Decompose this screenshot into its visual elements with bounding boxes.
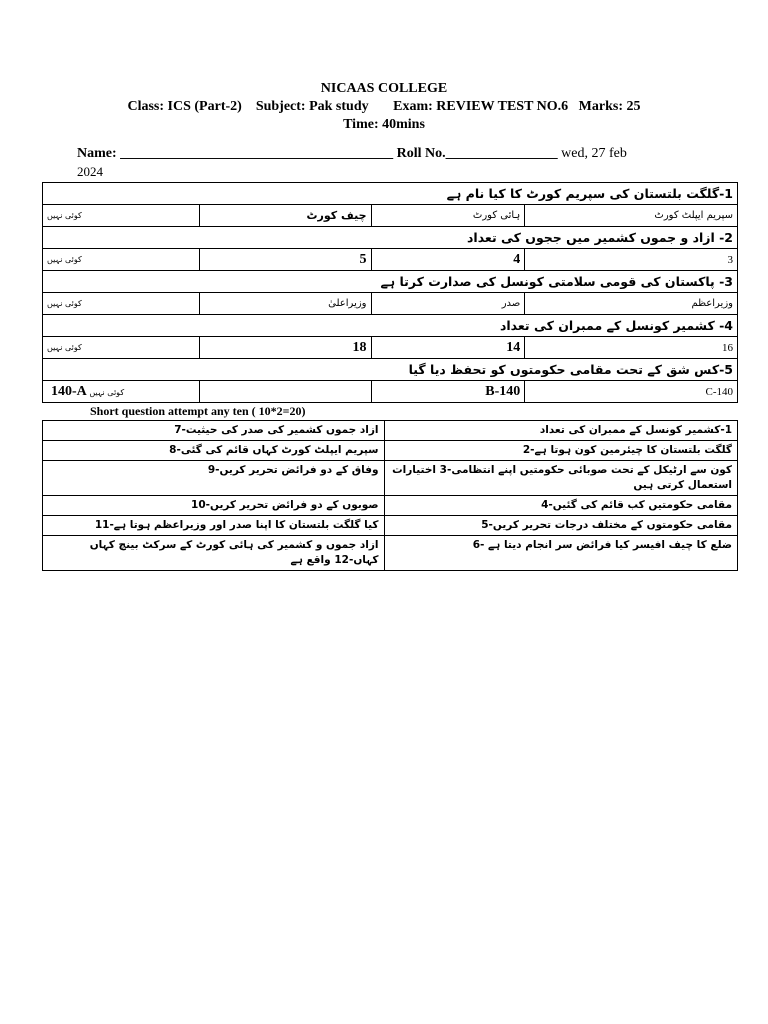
marks-label: Marks: 25	[578, 99, 641, 114]
mcq-option: 18	[199, 337, 371, 359]
short-question: ازاد جموں کشمیر کی صدر کی حیثیت-7	[43, 421, 385, 441]
name-label: Name: _______________________________________	[77, 146, 394, 161]
mcq-option: سپریم ایپلٹ کورٹ	[525, 205, 738, 227]
mcq-question-1: 1-گلگت بلتستان کی سپریم کورٹ کا کیا نام ہے	[43, 183, 738, 205]
mcq-question-2: 2- ازاد و جموں کشمیر میں ججوں کی تعداد	[43, 227, 738, 249]
short-question-table	[42, 420, 738, 571]
mcq-question-row	[43, 227, 738, 249]
date-label: wed, 27 feb	[561, 146, 627, 161]
short-question: گلگت بلتستان کا چیئرمین کون ہوتا ہے-2	[384, 441, 738, 461]
year-label: 2024	[77, 164, 103, 179]
mcq-option: ہائی کورٹ	[371, 205, 525, 227]
short-question: وفاق کے دو فرائض تحریر کریں-9	[43, 461, 385, 496]
mcq-option	[199, 381, 371, 403]
mcq-option: صدر	[371, 293, 525, 315]
short-question-row	[43, 536, 738, 571]
mcq-option: وزیراعظم	[525, 293, 738, 315]
name-roll-row	[77, 146, 627, 162]
short-question-row	[43, 421, 738, 441]
short-question-row	[43, 496, 738, 516]
short-question: صوبوں کے دو فرائض تحریر کریں-10	[43, 496, 385, 516]
short-question: کون سے ارٹیکل کے تحت صوبائی حکومتیں اپنے انتظامی-3 اختیارات استعمال کرتی ہیں	[384, 461, 738, 496]
short-question: سپریم ایپلٹ کورٹ کہاں قائم کی گئی-8	[43, 441, 385, 461]
mcq-option: کوئی نہیں	[43, 337, 200, 359]
mcq-option: 14	[371, 337, 525, 359]
mcq-question-row	[43, 315, 738, 337]
mcq-option: وزیراعلیٰ	[199, 293, 371, 315]
class-label: Class: ICS (Part-2)	[127, 99, 242, 114]
mcq-option: 4	[371, 249, 525, 271]
exam-info-line	[0, 98, 768, 116]
mcq-question-5: 5-کس شق کے تحت مقامی حکومتوں کو تحفظ دیا گیا	[43, 359, 738, 381]
mcq-option-none: کوئی نہیں	[89, 387, 125, 397]
mcq-question-4: 4- کشمیر کونسل کے ممبران کی تعداد	[43, 315, 738, 337]
mcq-option: 5	[199, 249, 371, 271]
mcq-option: C-140	[525, 381, 738, 403]
mcq-options-row	[43, 205, 738, 227]
mcq-option: کوئی نہیں	[43, 205, 200, 227]
short-question: مقامی حکومتیں کب قائم کی گئیں-4	[384, 496, 738, 516]
subject-label: Subject: Pak study	[255, 99, 369, 114]
mcq-option: 3	[525, 249, 738, 271]
mcq-options-row	[43, 293, 738, 315]
roll-label: Roll No.________________	[396, 146, 558, 161]
short-question: کیا گلگت بلتستان کا اپنا صدر اور وزیراعظم ہوتا ہے-11	[43, 516, 385, 536]
short-question: مقامی حکومتوں کے مختلف درجات تحریر کریں-5	[384, 516, 738, 536]
mcq-option: 16	[525, 337, 738, 359]
mcq-option	[43, 381, 200, 403]
mcq-option: B-140	[371, 381, 525, 403]
short-question-title: Short question attempt any ten ( 10*2=20)	[90, 404, 306, 418]
time-label: Time: 40mins	[343, 117, 425, 132]
mcq-option: کوئی نہیں	[43, 293, 200, 315]
short-question-row	[43, 441, 738, 461]
mcq-option: کوئی نہیں	[43, 249, 200, 271]
short-question: ضلع کا چیف افیسر کیا فرائض سر انجام دیتا ہے -6	[384, 536, 738, 571]
mcq-option: چیف کورٹ	[199, 205, 371, 227]
short-question-row	[43, 516, 738, 536]
mcq-question-row	[43, 359, 738, 381]
mcq-options-row	[43, 337, 738, 359]
mcq-options-row	[43, 249, 738, 271]
mcq-options-row	[43, 381, 738, 403]
mcq-option-140a: 140-A	[51, 383, 87, 399]
mcq-question-row	[43, 271, 738, 293]
short-question: ازاد جموں و کشمیر کی ہائی کورٹ کے سرکٹ بینچ کہاں کہاں-12 واقع ہے	[43, 536, 385, 571]
mcq-question-row	[43, 183, 738, 205]
college-name: NICAAS COLLEGE	[320, 81, 448, 96]
mcq-question-3: 3- پاکستان کی قومی سلامتی کونسل کی صدارت کرتا ہے	[43, 271, 738, 293]
exam-label: Exam: REVIEW TEST NO.6	[393, 99, 569, 114]
short-question: 1-کشمیر کونسل کے ممبران کی تعداد	[384, 421, 738, 441]
short-question-row	[43, 461, 738, 496]
mcq-table	[42, 182, 738, 403]
